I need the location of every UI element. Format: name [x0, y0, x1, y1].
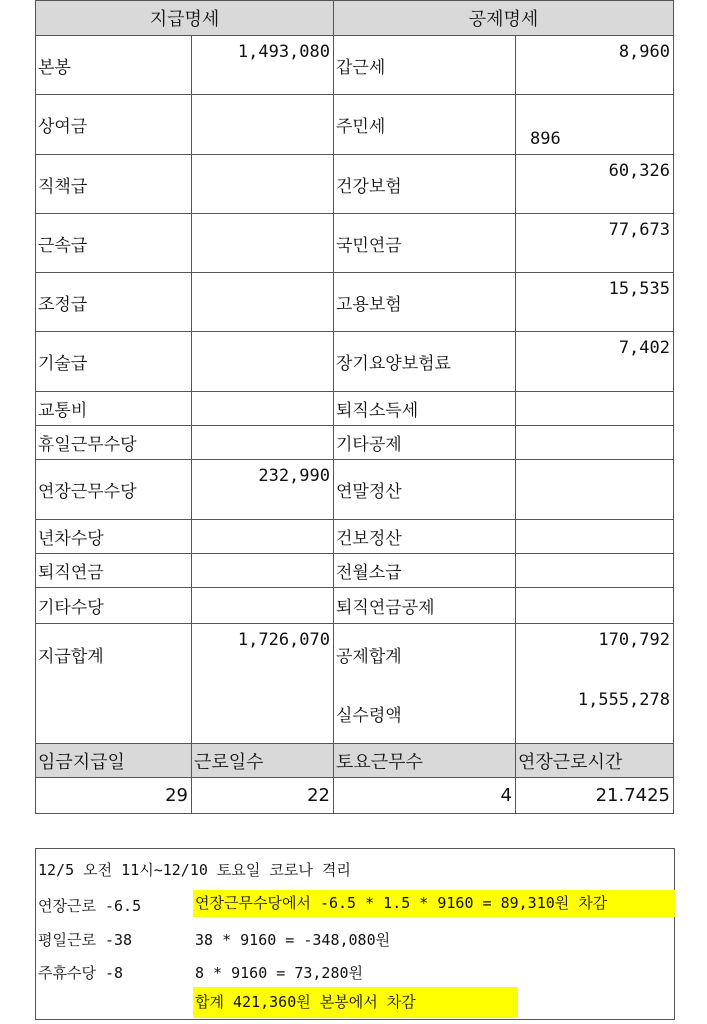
deduct-label: 연말정산 — [334, 460, 516, 520]
deduct-value-text: 77,673 — [608, 220, 670, 240]
deduct-label: 퇴직연금공제 — [334, 588, 516, 624]
deduct-value — [516, 273, 674, 332]
summary-value-workdays: 22 — [192, 778, 334, 814]
pay-label: 근속급 — [35, 214, 192, 273]
pay-label: 휴일근무수당 — [35, 426, 192, 460]
pay-total-label: 지급합계 — [35, 624, 192, 684]
deduct-value — [516, 520, 674, 554]
deduct-value-text: 8,960 — [618, 42, 670, 62]
pay-value — [192, 588, 334, 624]
pay-value — [192, 95, 334, 155]
pay-label: 직책급 — [35, 155, 192, 214]
deduct-label: 건보정산 — [334, 520, 516, 554]
deduct-label: 국민연금 — [334, 214, 516, 273]
note-row-label: 평일근로 -38 — [38, 931, 133, 949]
deduct-value — [516, 554, 674, 588]
pay-value — [192, 392, 334, 426]
pay-value — [192, 520, 334, 554]
deduct-value-text: 60,326 — [608, 161, 670, 181]
note-title: 12/5 오전 11시~12/10 토요일 코로나 격리 — [38, 861, 351, 879]
pay-label: 연장근무수당 — [35, 460, 192, 520]
deduct-label: 고용보험 — [334, 273, 516, 332]
blank-cell — [192, 684, 334, 744]
pay-total-value — [192, 624, 334, 684]
net-pay-text: 1,555,278 — [577, 690, 670, 710]
pay-label: 기타수당 — [35, 588, 192, 624]
deduct-value — [516, 332, 674, 392]
pay-value — [192, 273, 334, 332]
deduct-label: 퇴직소득세 — [334, 392, 516, 426]
deduct-value — [516, 392, 674, 426]
deduct-value — [516, 588, 674, 624]
deduct-value-text: 896 — [530, 129, 561, 149]
summary-value-overtime: 21.7425 — [516, 778, 674, 814]
deduct-label: 전월소급 — [334, 554, 516, 588]
pay-label: 퇴직연금 — [35, 554, 192, 588]
pay-value — [192, 155, 334, 214]
deduct-value — [516, 426, 674, 460]
pay-value-text: 1,493,080 — [237, 42, 330, 62]
note-row-calc: 38 * 9160 = -348,080원 — [195, 931, 391, 949]
deduct-label: 건강보험 — [334, 155, 516, 214]
blank-cell — [35, 684, 192, 744]
pay-value — [192, 332, 334, 392]
deduct-value — [516, 36, 674, 95]
pay-header: 지급명세 — [35, 0, 334, 36]
pay-label: 본봉 — [35, 36, 192, 95]
pay-value — [192, 554, 334, 588]
deduct-label: 장기요양보험료 — [334, 332, 516, 392]
summary-value-saturday: 4 — [334, 778, 516, 814]
note-row-label: 주휴수당 -8 — [38, 964, 124, 982]
deduct-label: 갑근세 — [334, 36, 516, 95]
deduct-total-value — [516, 624, 674, 684]
note-row-calc-highlight: 연장근무수당에서 -6.5 * 1.5 * 9160 = 89,310원 차감 — [193, 890, 675, 917]
summary-header-saturday: 토요근무수 — [334, 744, 516, 778]
deduct-value-text: 15,535 — [608, 279, 670, 299]
pay-value-text: 232,990 — [258, 466, 330, 486]
note-total-highlight: 합계 421,360원 본봉에서 차감 — [193, 987, 518, 1018]
note-row-calc: 8 * 9160 = 73,280원 — [195, 964, 364, 982]
summary-value-payday: 29 — [35, 778, 192, 814]
deduct-total-text: 170,792 — [598, 630, 670, 650]
deduct-value — [516, 95, 674, 155]
quarantine-note — [35, 848, 675, 1020]
summary-header-overtime: 연장근로시간 — [516, 744, 674, 778]
pay-label: 조정급 — [35, 273, 192, 332]
pay-label: 기술급 — [35, 332, 192, 392]
pay-label: 상여금 — [35, 95, 192, 155]
pay-value — [192, 426, 334, 460]
deduct-value — [516, 214, 674, 273]
deduct-value — [516, 460, 674, 520]
pay-value — [192, 36, 334, 95]
note-row-label: 연장근로 -6.5 — [38, 897, 142, 915]
summary-header-workdays: 근로일수 — [192, 744, 334, 778]
summary-header-payday: 임금지급일 — [35, 744, 192, 778]
deduct-total-label: 공제합계 — [334, 624, 516, 684]
pay-label: 년차수당 — [35, 520, 192, 554]
deduct-label: 기타공제 — [334, 426, 516, 460]
pay-value — [192, 214, 334, 273]
net-pay-value — [516, 684, 674, 744]
pay-label: 교통비 — [35, 392, 192, 426]
pay-total-text: 1,726,070 — [237, 630, 330, 650]
deduct-value-text: 7,402 — [618, 338, 670, 358]
deduct-label: 주민세 — [334, 95, 516, 155]
net-pay-label: 실수령액 — [334, 684, 516, 744]
pay-value — [192, 460, 334, 520]
deduct-header: 공제명세 — [334, 0, 674, 36]
deduct-value — [516, 155, 674, 214]
